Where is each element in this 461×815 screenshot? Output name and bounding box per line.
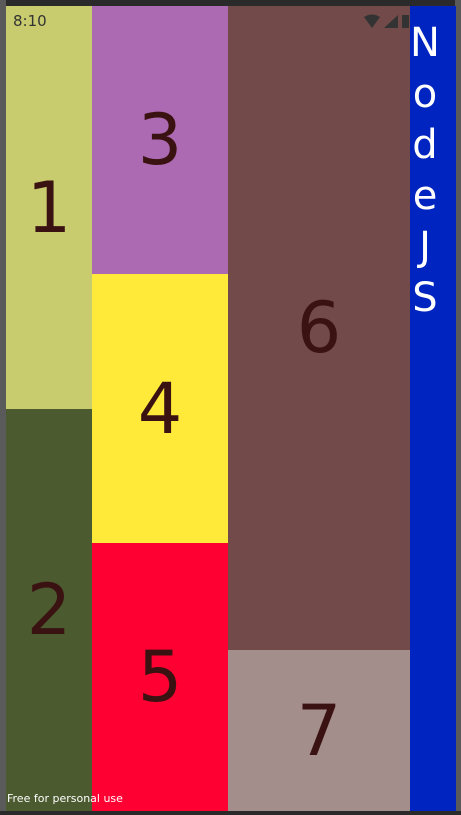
- side-letter: J: [419, 224, 431, 270]
- side-letter: o: [412, 71, 438, 117]
- tile-7-label: 7: [296, 689, 342, 772]
- status-time: 8:10: [13, 12, 47, 30]
- tile-5-label: 5: [137, 636, 183, 718]
- watermark-text: Free for personal use: [7, 792, 123, 805]
- device-frame-bottom: [0, 811, 461, 815]
- tile-4[interactable]: [92, 274, 228, 543]
- side-letter: e: [412, 173, 438, 219]
- tile-1[interactable]: [6, 6, 92, 409]
- tile-6[interactable]: [228, 6, 410, 650]
- tile-3-label: 3: [137, 99, 183, 181]
- nodejs-side-panel[interactable]: [410, 6, 456, 811]
- tile-2-label: 2: [26, 569, 72, 651]
- tile-5[interactable]: [92, 543, 228, 811]
- tile-4-label: 4: [137, 367, 183, 450]
- tile-3[interactable]: [92, 6, 228, 274]
- tile-7[interactable]: [228, 650, 410, 811]
- side-letter: N: [410, 20, 440, 66]
- side-letter: d: [412, 122, 438, 168]
- app-screen: [6, 6, 456, 811]
- tile-6-label: 6: [296, 287, 342, 369]
- tile-1-label: 1: [26, 166, 72, 249]
- tile-2[interactable]: [6, 409, 92, 811]
- side-letter: S: [412, 275, 438, 321]
